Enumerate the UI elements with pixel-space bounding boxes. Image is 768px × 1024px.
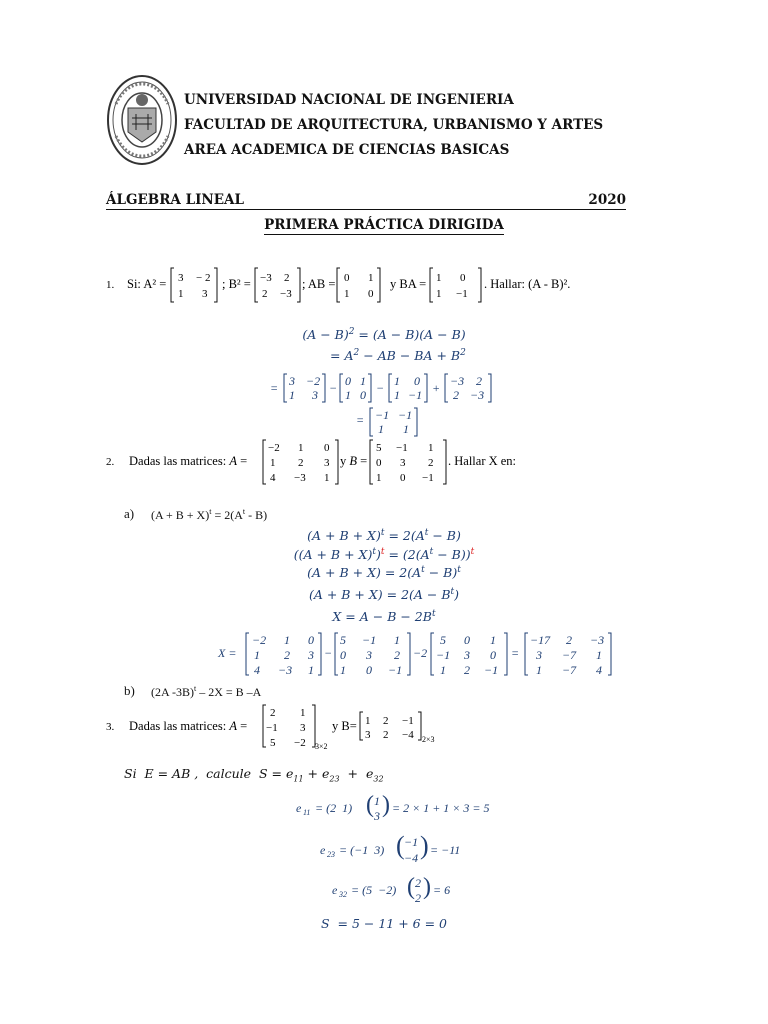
svg-text:3: 3	[324, 457, 330, 469]
p2a-solution-line1: $(A + B + X)^t = 2(A^t - B)$	[307, 528, 461, 544]
svg-text:−17: −17	[530, 633, 551, 647]
svg-text:(: (	[396, 831, 405, 860]
svg-text:3: 3	[536, 648, 542, 662]
svg-text:1: 1	[394, 388, 400, 402]
svg-text:4: 4	[270, 472, 276, 484]
svg-text:2×3: 2×3	[422, 735, 435, 744]
svg-text:1: 1	[300, 707, 306, 719]
svg-text:1: 1	[374, 794, 380, 808]
svg-text:= (5 −2): = (5 −2)	[351, 883, 397, 897]
svg-text:= (2 1): = (2 1)	[315, 801, 353, 815]
matrix-b-2x3	[360, 712, 421, 741]
svg-text:−3: −3	[590, 633, 605, 647]
svg-text:e: e	[296, 801, 302, 815]
svg-text:−3: −3	[450, 374, 465, 388]
svg-text:. Hallar: (A - B)².: . Hallar: (A - B)².	[484, 277, 571, 291]
part-a-label: a)	[124, 506, 135, 521]
problem-3-statement	[100, 702, 560, 754]
svg-text:5: 5	[270, 737, 276, 749]
svg-text:): )	[423, 874, 431, 900]
svg-text:2.: 2.	[106, 456, 115, 468]
svg-text:e: e	[320, 843, 326, 857]
svg-text:0: 0	[308, 633, 314, 647]
svg-text:0: 0	[414, 374, 420, 388]
svg-text:2: 2	[262, 288, 268, 300]
svg-text:−1: −1	[456, 288, 468, 300]
matrix-b2	[255, 268, 300, 302]
problem-2-statement	[100, 437, 640, 487]
university-name: UNIVERSIDAD NACIONAL DE INGENIERIA	[184, 92, 514, 108]
matrix-a2	[171, 268, 217, 302]
svg-text:1: 1	[289, 388, 295, 402]
svg-text:3: 3	[374, 809, 380, 823]
title-text: PRIMERA PRÁCTICA DIRIGIDA	[264, 217, 504, 233]
svg-text:2: 2	[284, 272, 290, 284]
svg-text:=: =	[511, 646, 520, 660]
svg-text:1: 1	[324, 472, 330, 484]
svg-text:−3: −3	[278, 663, 293, 677]
svg-text:0: 0	[344, 272, 350, 284]
svg-text:Si: A² =: Si: A² =	[127, 277, 167, 291]
svg-text:3: 3	[289, 374, 295, 388]
svg-text:1: 1	[178, 288, 184, 300]
svg-text:3: 3	[366, 648, 372, 662]
svg-text:−2: −2	[268, 442, 280, 454]
document-title	[0, 217, 768, 233]
svg-text:0: 0	[366, 663, 372, 677]
svg-text:−7: −7	[562, 663, 577, 677]
svg-text:1: 1	[596, 648, 602, 662]
course-line	[106, 192, 626, 210]
svg-text:5: 5	[340, 633, 346, 647]
svg-text:1: 1	[365, 715, 371, 727]
svg-text:2: 2	[383, 715, 389, 727]
svg-text:3: 3	[400, 457, 406, 469]
matrix-ba	[430, 268, 481, 302]
svg-text:0: 0	[464, 633, 470, 647]
svg-text:−1: −1	[408, 388, 423, 402]
svg-text:11: 11	[303, 808, 311, 817]
p3-solution-e23	[320, 830, 480, 870]
svg-text:1: 1	[368, 272, 374, 284]
svg-text:(: (	[407, 874, 415, 900]
svg-text:e: e	[332, 883, 338, 897]
svg-text:−1: −1	[266, 722, 278, 734]
p3-solution-e32	[332, 872, 472, 908]
svg-text:): )	[382, 792, 390, 818]
svg-text:2: 2	[284, 648, 290, 662]
svg-text:1: 1	[428, 442, 434, 454]
svg-text:3: 3	[464, 648, 470, 662]
svg-text:1: 1	[345, 388, 351, 402]
p3-solution-e11	[296, 790, 516, 826]
svg-text:4: 4	[254, 663, 260, 677]
svg-text:3: 3	[312, 388, 318, 402]
svg-text:1: 1	[344, 288, 350, 300]
svg-text:1: 1	[298, 442, 304, 454]
svg-text:2: 2	[464, 663, 470, 677]
matrix-ab	[337, 268, 380, 302]
svg-text:3: 3	[178, 272, 184, 284]
svg-text:0: 0	[340, 648, 346, 662]
svg-text:0: 0	[490, 648, 496, 662]
svg-text:3: 3	[308, 648, 314, 662]
svg-text:− 2: − 2	[196, 272, 211, 284]
svg-text:2: 2	[428, 457, 434, 469]
svg-text:0: 0	[376, 457, 382, 469]
svg-text:−3: −3	[280, 288, 292, 300]
svg-text:X =: X =	[218, 646, 237, 660]
svg-text:−1: −1	[422, 472, 434, 484]
svg-text:2: 2	[383, 729, 389, 741]
svg-text:y B =: y B =	[340, 454, 368, 468]
svg-text:5: 5	[440, 633, 446, 647]
svg-text:= −11: = −11	[430, 843, 461, 857]
svg-text:2: 2	[394, 648, 400, 662]
svg-text:−1: −1	[402, 715, 414, 727]
svg-text:−4: −4	[404, 851, 419, 865]
svg-text:1: 1	[394, 633, 400, 647]
svg-text:1: 1	[378, 422, 384, 436]
svg-text:= 2 × 1 + 1 × 3 = 5: = 2 × 1 + 1 × 3 = 5	[392, 801, 490, 815]
svg-text:1: 1	[270, 457, 276, 469]
p3-solution-sum: S = 5 − 11 + 6 = 0	[321, 916, 447, 931]
svg-text:1: 1	[403, 422, 409, 436]
faculty-name: FACULTAD DE ARQUITECTURA, URBANISMO Y ARTES	[184, 117, 604, 133]
svg-text:0: 0	[400, 472, 406, 484]
svg-text:23: 23	[327, 850, 335, 859]
p1-solution-line2: = $A^2$ − AB − BA + $B^2$	[330, 348, 466, 364]
svg-text:3: 3	[300, 722, 306, 734]
p1-solution-line1: $(A - B)^2 = (A - B)(A - B)$	[302, 327, 466, 343]
svg-text:1: 1	[254, 648, 260, 662]
p2a-solution-line3: $(A + B + X) = 2(A^t - B)^t$	[307, 565, 461, 581]
svg-text:2: 2	[298, 457, 304, 469]
svg-text:): )	[420, 831, 429, 860]
svg-text:0: 0	[360, 388, 366, 402]
svg-text:−1: −1	[484, 663, 499, 677]
part-a-equation: $(A + B + X)^t = 2(A^t - B)$	[151, 507, 268, 522]
svg-text:= 6: = 6	[433, 883, 451, 897]
svg-text:1: 1	[436, 288, 442, 300]
p2a-solution-line6	[214, 630, 624, 678]
svg-text:1: 1	[376, 472, 382, 484]
svg-text:(: (	[366, 792, 374, 818]
p2a-solution-line5: $X = A - B - 2B^t$	[332, 609, 436, 625]
svg-text:y BA =: y BA =	[390, 277, 427, 291]
matrix-a	[263, 440, 338, 484]
svg-text:1: 1	[284, 633, 290, 647]
svg-text:y B=: y B=	[332, 719, 357, 733]
svg-text:−2: −2	[252, 633, 267, 647]
part-b-equation: (2A -3B)$^t$ – 2X = B –A	[151, 684, 262, 699]
p1-solution-line3	[270, 370, 530, 406]
svg-text:1: 1	[394, 374, 400, 388]
svg-text:Dadas las matrices: A =: Dadas las matrices: A =	[129, 719, 248, 733]
svg-text:2: 2	[415, 876, 421, 890]
p1-solution-line4	[356, 405, 436, 439]
problem-3-task: Si E = AB , calcule $S = e_{11} + e_{23} + e_{32}$	[124, 766, 384, 784]
svg-text:1: 1	[340, 663, 346, 677]
course-year: 2020	[588, 192, 626, 208]
svg-text:. Hallar X en:: . Hallar X en:	[448, 454, 517, 468]
svg-text:−: −	[329, 381, 338, 395]
svg-text:5: 5	[376, 442, 382, 454]
svg-text:−1: −1	[375, 408, 390, 422]
svg-text:0: 0	[368, 288, 374, 300]
svg-text:−1: −1	[396, 442, 408, 454]
svg-text:1: 1	[436, 272, 442, 284]
matrix-b	[370, 440, 446, 484]
svg-text:3.: 3.	[106, 721, 115, 733]
svg-text:2: 2	[476, 374, 482, 388]
svg-text:; AB =: ; AB =	[302, 277, 336, 291]
svg-text:= (−1 3): = (−1 3)	[339, 843, 385, 857]
svg-text:0: 0	[324, 442, 330, 454]
svg-text:1: 1	[440, 663, 446, 677]
svg-text:−7: −7	[562, 648, 577, 662]
svg-text:−: −	[376, 381, 385, 395]
svg-text:=: =	[356, 413, 365, 427]
svg-text:3×2: 3×2	[315, 742, 328, 751]
p2a-solution-line4: $(A + B + X) = 2(A - B^t)$	[308, 587, 460, 603]
part-b-label: b)	[124, 683, 135, 698]
svg-text:−2: −2	[294, 737, 306, 749]
svg-text:=: =	[270, 381, 279, 395]
svg-text:−3: −3	[470, 388, 485, 402]
svg-text:−3: −3	[260, 272, 272, 284]
svg-text:−2: −2	[306, 374, 321, 388]
p2a-solution-line2: $((A + B + X)^t)^t = (2(A^t - B))^t$	[293, 547, 475, 563]
svg-text:−1: −1	[388, 663, 403, 677]
svg-text:−3: −3	[294, 472, 306, 484]
problem-1-number: 1.	[106, 279, 115, 291]
svg-text:Dadas las matrices: A =: Dadas las matrices: A =	[129, 454, 248, 468]
svg-text:2: 2	[415, 891, 421, 905]
svg-text:−1: −1	[436, 648, 451, 662]
svg-text:4: 4	[596, 663, 602, 677]
svg-text:1: 1	[536, 663, 542, 677]
svg-text:1: 1	[360, 374, 366, 388]
svg-text:32: 32	[339, 890, 347, 899]
svg-text:−1: −1	[404, 835, 419, 849]
svg-text:; B² =: ; B² =	[222, 277, 251, 291]
svg-text:0: 0	[460, 272, 466, 284]
svg-text:−: −	[324, 646, 333, 660]
svg-text:−2: −2	[413, 646, 428, 660]
svg-text:2: 2	[270, 707, 276, 719]
university-seal-logo	[106, 74, 178, 166]
svg-text:3: 3	[202, 288, 208, 300]
svg-text:2: 2	[566, 633, 572, 647]
svg-text:1: 1	[490, 633, 496, 647]
svg-text:1: 1	[308, 663, 314, 677]
matrix-a-3x2	[263, 705, 315, 749]
svg-text:−1: −1	[362, 633, 377, 647]
department-name: AREA ACADEMICA DE CIENCIAS BASICAS	[184, 142, 510, 158]
svg-text:0: 0	[345, 374, 351, 388]
course-name: ÁLGEBRA LINEAL	[106, 192, 244, 208]
svg-text:2: 2	[453, 388, 459, 402]
problem-1-statement	[100, 262, 620, 308]
svg-text:+: +	[432, 381, 441, 395]
svg-text:−1: −1	[398, 408, 413, 422]
svg-text:3: 3	[365, 729, 371, 741]
svg-text:−4: −4	[402, 729, 414, 741]
